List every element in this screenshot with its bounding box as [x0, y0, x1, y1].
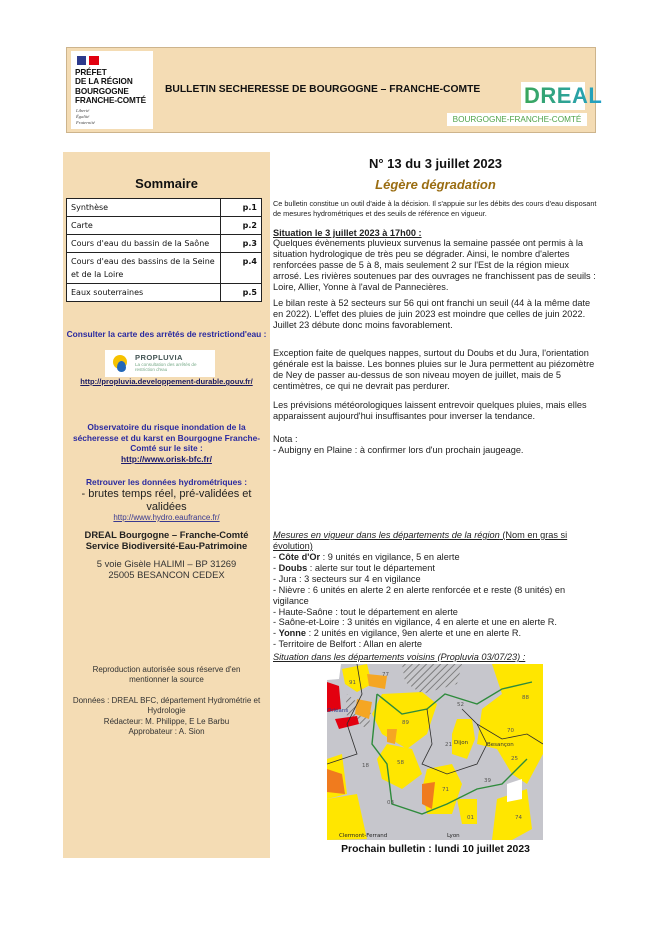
- map-label: Lyon: [447, 833, 460, 839]
- org-service: Service Biodiversité-Eau-Patrimoine: [85, 540, 248, 551]
- mesure-item: - Saône-et-Loire : 3 unités en vigilance, 4 en alerte et une en alerte R.: [273, 617, 557, 628]
- mesure-item: - Haute-Saône : tout le département en alerte: [273, 606, 458, 617]
- toc-row[interactable]: [67, 284, 262, 302]
- mesure-text: : Allan en alerte: [356, 639, 422, 650]
- sommaire-title: Sommaire: [135, 176, 198, 191]
- paragraph-nappes: Exception faite de quelques nappes, surtout du Doubs et du Jura, l'orientation générale est la baisse. Les bonnes pluies sur le Jura permettent au piézomètre de Ney de passer au-dessus de son niveau moyen de juillet, mais de 5 centimètres, ce qui ne devrait pas perdurer.: [273, 348, 595, 391]
- table-of-contents: [66, 198, 262, 302]
- map-label: 70: [507, 728, 514, 734]
- map-label: 52: [457, 702, 464, 708]
- toc-row[interactable]: [67, 235, 262, 253]
- mesure-text: : 2 unités en vigilance, 9en alerte et une en alerte R.: [306, 628, 522, 639]
- map-label: Dijon: [454, 740, 469, 746]
- dreal-region-label: BOURGOGNE-FRANCHE-COMTÉ: [447, 113, 587, 126]
- bulletin-title: BULLETIN SECHERESSE DE BOURGOGNE – FRANCHE-COMTE: [165, 84, 481, 95]
- prefet-logo: [71, 51, 153, 129]
- toc-label[interactable]: Cours d'eau du bassin de la Saône: [67, 235, 221, 253]
- dreal-logo-text: DREAL: [524, 83, 603, 108]
- mesure-text: : 3 secteurs sur 4 en vigilance: [296, 573, 421, 584]
- toc-label[interactable]: Eaux souterraines: [67, 284, 221, 302]
- toc-row[interactable]: [67, 199, 262, 217]
- toc-page[interactable]: p.4: [221, 253, 262, 284]
- situation-heading: Situation le 3 juillet 2023 à 17h00 :: [273, 228, 422, 238]
- nota-item: - Aubigny en Plaine : à confirmer lors d'un prochain jaugeage.: [273, 445, 524, 455]
- donnees-credit: Données : DREAL BFC, département Hydrométrie et Hydrologie: [72, 696, 261, 716]
- propluvia-logo[interactable]: PROPLUVIA La consultation des arrêtés de restriction d'eau: [105, 350, 215, 377]
- toc-page[interactable]: p.5: [221, 284, 262, 302]
- next-bulletin: Prochain bulletin : lundi 10 juillet 2023: [341, 844, 530, 855]
- bulletin-subtitle: Légère dégradation: [375, 177, 496, 192]
- map-label: 58: [397, 760, 404, 766]
- orisk-text: Observatoire du risque inondation de la sécheresse et du karst en Bourgogne Franche-Comté sur le site :: [72, 422, 261, 453]
- paragraph-bilan: Le bilan reste à 52 secteurs sur 56 qui ont franchi un seuil (44 à la même date en 2022). L'effet des pluies de juin 2023 est moindre que celles de juin 2022. Juillet 23 débute donc moins favorablement.: [273, 298, 591, 330]
- mesure-dept: Haute-Saône: [278, 606, 333, 617]
- hydro-text: - brutes temps réel, pré-validées et validées: [81, 488, 252, 513]
- intro-text: Ce bulletin constitue un outil d'aide à la décision. Il s'appuie sur les débits des cours d'eau disposant de mesures hydrométriques et des seuils de référence en vigueur.: [273, 199, 597, 218]
- map-label: 88: [522, 695, 529, 701]
- map-label: 39: [484, 778, 491, 784]
- mesure-text: : alerte sur tout le département: [307, 562, 435, 573]
- mesure-dept: Nièvre: [278, 584, 306, 595]
- hydro-link[interactable]: http://www.hydro.eaufrance.fr/: [113, 513, 220, 522]
- toc-page[interactable]: p.2: [221, 217, 262, 235]
- orisk-link[interactable]: http://www.orisk-bfc.fr/: [121, 454, 212, 464]
- mesure-item: - Territoire de Belfort : Allan en alerte: [273, 639, 422, 650]
- prefet-name: PRÉFET DE LA RÉGION BOURGOGNE FRANCHE-COMTÉ: [75, 68, 147, 105]
- toc-page[interactable]: p.3: [221, 235, 262, 253]
- address-line-1: 5 voie Gisèle HALIMI – BP 31269: [96, 558, 237, 569]
- sidebar: [63, 152, 270, 858]
- approbateur-credit: Approbateur : A. Sion: [128, 727, 205, 736]
- mesure-dept: Yonne: [278, 628, 307, 639]
- zone-no-data: [327, 664, 341, 680]
- map-label: Clermont-Ferrand: [339, 833, 388, 839]
- address-line-2: 25005 BESANCON CEDEX: [108, 569, 225, 580]
- map-label: Orléans: [327, 708, 349, 714]
- mesure-dept: Jura: [278, 573, 297, 584]
- mesure-item: - Jura : 3 secteurs sur 4 en vigilance: [273, 573, 421, 584]
- propluvia-map: [327, 664, 543, 840]
- toc-page[interactable]: p.1: [221, 199, 262, 217]
- map-label: 91: [349, 680, 356, 686]
- map-label: 21: [445, 742, 452, 748]
- hydro-heading: Retrouver les données hydrométriques :: [85, 477, 248, 487]
- marianne-flag-icon: [77, 56, 99, 65]
- mesure-text: : 9 unités en vigilance, 5 en alerte: [320, 552, 460, 562]
- mesure-item: - Côte d'Or : 9 unités en vigilance, 5 en alerte: [273, 552, 460, 562]
- map-label: 03: [387, 800, 394, 806]
- map-label: Besançon: [487, 742, 514, 748]
- redacteur-credit: Rédacteur: M. Philippe, E Le Barbu: [103, 717, 230, 726]
- mesures-list: [273, 552, 598, 650]
- mesure-text: : 6 unités en alerte 2 en alerte renforcée et e reste (8 unités) en vigilance: [273, 584, 566, 606]
- mesure-item: - Yonne : 2 unités en vigilance, 9en alerte et une en alerte R.: [273, 628, 522, 639]
- mesure-text: : tout le département en alerte: [332, 606, 458, 617]
- map-label: 89: [402, 720, 409, 726]
- org-name: DREAL Bourgogne – Franche-Comté: [84, 529, 249, 540]
- toc-row[interactable]: [67, 217, 262, 235]
- mesure-dept: Doubs: [278, 562, 308, 573]
- propluvia-link[interactable]: http://propluvia.developpement-durable.gouv.fr/: [80, 377, 253, 386]
- map-label: 74: [515, 815, 522, 821]
- propluvia-heading: Consulter la carte des arrêtés de restrictiond'eau :: [66, 329, 267, 339]
- map-label: 01: [467, 815, 474, 821]
- toc-row[interactable]: [67, 253, 262, 284]
- map-label: 77: [382, 672, 389, 678]
- toc-label[interactable]: Cours d'eau des bassins de la Seine et de la Loire: [67, 253, 221, 284]
- drought-map-svg: [327, 664, 543, 840]
- header-banner: [66, 47, 603, 133]
- water-drop-icon: [117, 361, 126, 372]
- toc-label[interactable]: Synthèse: [67, 199, 221, 217]
- mesure-dept: Côte d'Or: [278, 552, 321, 562]
- reproduction-notice: Reproduction autorisée sous réserve d'en mentionner la source: [92, 665, 241, 685]
- mesure-dept: Territoire de Belfort: [278, 639, 357, 650]
- paragraph-previsions: Les prévisions météorologiques laissent entrevoir quelques pluies, mais elles apparaissent aujourd'hui insuffisantes pour inverser la tendance.: [273, 400, 587, 421]
- mesures-heading: Mesures en vigueur dans les départements de la région (Nom en gras si évolution): [273, 530, 568, 551]
- toc-label[interactable]: Carte: [67, 217, 221, 235]
- issue-number: N° 13 du 3 juillet 2023: [368, 156, 503, 171]
- paragraph-situation: Quelques évènements pluvieux survenus la semaine passée ont permis à la situation hydrologique de très peu se dégrader. Ainsi, le nombre d'alertes renforcées passe de 5 à 8, mais seulement 2 sur l'Est de la région mieux arrosé. Les rivières soutenues par des ouvrages ne franchissent pas de seuils : Loire, Allier, Yonne à l'aval de Pannecières.: [273, 238, 596, 292]
- dreal-logo: [521, 82, 603, 110]
- mesure-text: : 3 unités en vigilance, 4 en alerte et une en alerte R.: [339, 617, 557, 628]
- mesure-item: - Nièvre : 6 unités en alerte 2 en alerte renforcée et e reste (8 unités) en vigilance: [273, 584, 566, 606]
- voisins-heading: Situation dans les départements voisins (Propluvia 03/07/23) :: [273, 652, 526, 662]
- mesure-item: - Doubs : alerte sur tout le département: [273, 562, 435, 573]
- mesure-dept: Saône-et-Loire: [278, 617, 340, 628]
- map-label: 71: [442, 787, 449, 793]
- devise: Liberté Égalité Fraternité: [76, 108, 95, 125]
- map-label: 25: [511, 756, 518, 762]
- nota-label: Nota :: [273, 434, 298, 444]
- map-label: 18: [362, 763, 369, 769]
